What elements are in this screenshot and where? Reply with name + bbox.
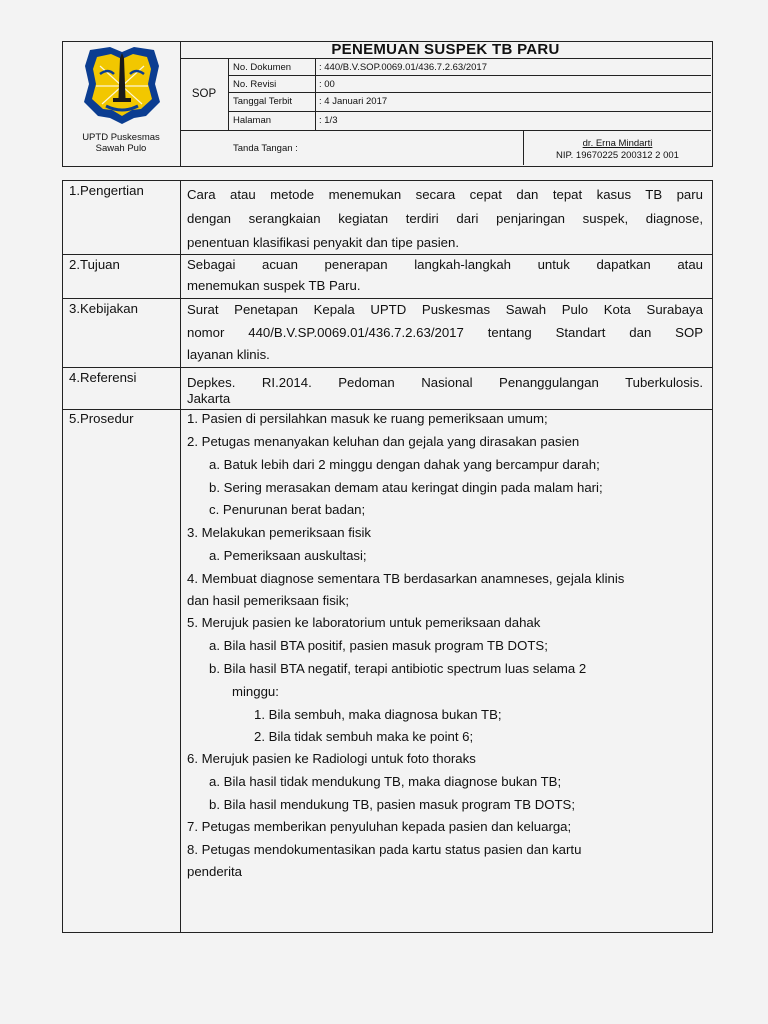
page-value: : 1/3 [319,115,338,126]
pengertian-line: dengan serangkaian kegiatan terdiri dari penjaringan suspek, diagnose, [187,211,703,226]
kebijakan-line: layanan klinis. [187,347,270,362]
prosedur-substep: a. Bila hasil tidak mendukung TB, maka diagnose bukan TB; [209,774,562,789]
city-emblem-logo [80,44,164,126]
prosedur-substep: b. Bila hasil mendukung TB, pasien masuk program TB DOTS; [209,797,575,812]
prosedur-substep: b. Sering merasakan demam atau keringat dingin pada malam hari; [209,480,603,495]
signer-name: dr. Erna Mindarti [582,138,653,149]
pengertian-line: penentuan klasifikasi penyakit dan tipe pasien. [187,235,459,250]
divider [62,298,712,299]
divider [62,254,712,255]
tujuan-line: menemukan suspek TB Paru. [187,278,361,293]
prosedur-substep: a. Pemeriksaan auskultasi; [209,548,367,563]
doc-number-label: No. Dokumen [233,62,292,73]
prosedur-step-cont: dan hasil pemeriksaan fisik; [187,593,349,608]
org-name-line2: Sawah Pulo [95,143,147,154]
revision-label: No. Revisi [233,79,277,90]
prosedur-step: 6. Merujuk pasien ke Radiologi untuk foto thoraks [187,751,476,766]
issue-date-label: Tanggal Terbit [233,96,292,107]
divider [228,111,711,112]
prosedur-substep: b. Bila hasil BTA negatif, terapi antibiotic spectrum luas selama 2 [209,661,587,676]
referensi-line: Depkes. RI.2014. Pedoman Nasional Penanggulangan Tuberkulosis. [187,375,703,390]
kebijakan-line: nomor 440/B.V.SP.0069.01/436.7.2.63/2017 tentang Standart dan SOP [187,325,703,340]
signer-nip: NIP. 19670225 200312 2 001 [556,150,679,161]
tujuan-label: 2.Tujuan [69,257,120,272]
prosedur-step: 1. Pasien di persilahkan masuk ke ruang pemeriksaan umum; [187,411,548,426]
referensi-line: Jakarta [187,391,231,406]
divider [180,180,181,932]
divider [228,75,711,76]
prosedur-label: 5.Prosedur [69,411,134,426]
org-name-line1: UPTD Puskesmas [82,132,160,143]
prosedur-step-cont: penderita [187,864,242,879]
prosedur-step: 5. Merujuk pasien ke laboratorium untuk pemeriksaan dahak [187,615,541,630]
divider [315,58,316,130]
issue-date-value: : 4 Januari 2017 [319,96,388,107]
divider [62,409,712,410]
divider [62,367,712,368]
divider [228,58,229,130]
prosedur-step: 8. Petugas mendokumentasikan pada kartu status pasien dan kartu [187,842,582,857]
tujuan-line: Sebagai acuan penerapan langkah-langkah untuk dapatkan atau [187,257,703,272]
prosedur-step: 4. Membuat diagnose sementara TB berdasarkan anamneses, gejala klinis [187,571,625,586]
prosedur-step: 2. Petugas menanyakan keluhan dan gejala yang dirasakan pasien [187,434,580,449]
divider [180,130,711,131]
pengertian-line: Cara atau metode menemukan secara cepat dan tepat kasus TB paru [187,187,703,202]
prosedur-step: 3. Melakukan pemeriksaan fisik [187,525,371,540]
document-title: PENEMUAN SUSPEK TB PARU [331,41,560,58]
prosedur-substep: c. Penurunan berat badan; [209,502,366,517]
doc-number-value: : 440/B.V.SOP.0069.01/436.7.2.63/2017 [319,62,487,73]
prosedur-step: 7. Petugas memberikan penyuluhan kepada pasien dan keluarga; [187,819,572,834]
prosedur-subsubstep: 2. Bila tidak sembuh maka ke point 6; [254,729,474,744]
pengertian-label: 1.Pengertian [69,183,144,198]
divider [180,41,181,166]
prosedur-substep: a. Bila hasil BTA positif, pasien masuk program TB DOTS; [209,638,548,653]
kebijakan-label: 3.Kebijakan [69,301,138,316]
prosedur-substep: a. Batuk lebih dari 2 minggu dengan dahak yang bercampur darah; [209,457,600,472]
revision-value: : 00 [319,79,335,90]
kebijakan-line: Surat Penetapan Kepala UPTD Puskesmas Sawah Pulo Kota Surabaya [187,302,703,317]
divider [228,92,711,93]
referensi-label: 4.Referensi [69,370,137,385]
prosedur-subsubstep: 1. Bila sembuh, maka diagnosa bukan TB; [254,707,502,722]
prosedur-substep-cont: minggu: [232,684,279,699]
sop-label: SOP [191,88,217,100]
page-label: Halaman [233,115,272,126]
signature-label: Tanda Tangan : [233,143,298,154]
